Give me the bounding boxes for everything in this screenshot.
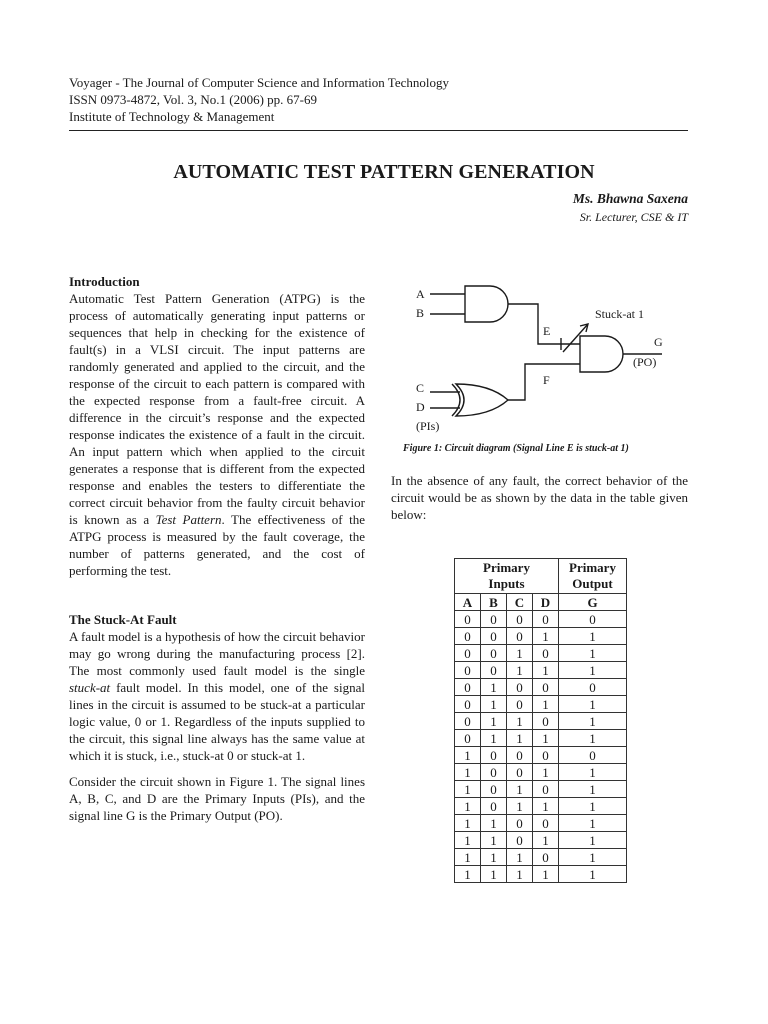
table-cell: 1 — [533, 832, 559, 849]
label-c: C — [416, 381, 425, 395]
label-b: B — [416, 306, 425, 320]
truth-table — [454, 558, 627, 883]
table-cell: 0 — [455, 730, 481, 747]
table-row — [455, 696, 627, 713]
table-cell: 1 — [455, 866, 481, 883]
table-cell: 0 — [507, 628, 533, 645]
col-header-c: C — [507, 594, 533, 611]
table-cell: 1 — [559, 645, 627, 662]
table-cell: 0 — [533, 679, 559, 696]
table-cell: 0 — [481, 764, 507, 781]
table-intro-text: In the absence of any fault, the correct behavior of the circuit would be as shown by the data in the table given below: — [391, 473, 688, 522]
group-header-output: Primary Output — [559, 559, 627, 594]
consider-paragraph: Consider the circuit shown in Figure 1. The signal lines A, B, C, and D are the Primary Inputs (PIs), and the signal line G is the Primary Output (PO). — [69, 774, 365, 823]
table-cell: 1 — [455, 798, 481, 815]
table-cell: 1 — [559, 730, 627, 747]
introduction-heading: Introduction — [69, 274, 140, 289]
table-cell: 0 — [455, 662, 481, 679]
table-row — [455, 764, 627, 781]
table-row — [455, 662, 627, 679]
table-row — [455, 781, 627, 798]
table-cell: 1 — [559, 781, 627, 798]
table-cell: 1 — [533, 764, 559, 781]
table-cell: 1 — [559, 832, 627, 849]
table-cell: 0 — [533, 815, 559, 832]
stuck-arrow-line — [563, 324, 588, 352]
table-cell: 1 — [455, 849, 481, 866]
table-row — [455, 866, 627, 883]
table-row — [455, 815, 627, 832]
table-cell: 1 — [481, 832, 507, 849]
table-row — [455, 611, 627, 628]
table-cell: 1 — [481, 815, 507, 832]
table-cell: 1 — [455, 747, 481, 764]
table-cell: 1 — [559, 764, 627, 781]
stuck-at-heading: The Stuck-At Fault — [69, 612, 177, 627]
stuck-at-section — [69, 611, 365, 824]
stuck-at-paragraph: A fault model is a hypothesis of how the circuit behavior may go wrong during the manufacturing process [2]. The most commonly used fault model is the single stuck-at fault model. In this model, one of the signal lines in the circuit is assumed to be stuck-at a particular logic value, 0 or 1. Regardless of the inputs supplied to the circuit, this signal line always has the same value at which it is stuck, i.e., stuck-at 0 or stuck-at 1. — [69, 629, 365, 763]
table-cell: 0 — [533, 781, 559, 798]
table-row — [455, 747, 627, 764]
table-cell: 0 — [559, 747, 627, 764]
table-cell: 0 — [533, 645, 559, 662]
table-cell: 0 — [481, 747, 507, 764]
table-cell: 1 — [455, 781, 481, 798]
table-cell: 1 — [455, 815, 481, 832]
table-cell: 1 — [481, 849, 507, 866]
label-d: D — [416, 400, 425, 414]
table-cell: 1 — [533, 696, 559, 713]
figure-caption: Figure 1: Circuit diagram (Signal Line E is stuck-at 1) — [403, 443, 629, 454]
label-pis: (PIs) — [416, 419, 440, 433]
author-affiliation: Sr. Lecturer, CSE & IT — [579, 210, 688, 224]
table-cell: 0 — [533, 747, 559, 764]
table-cell: 1 — [559, 815, 627, 832]
col-header-b: B — [481, 594, 507, 611]
table-cell: 0 — [481, 798, 507, 815]
table-cell: 1 — [559, 628, 627, 645]
group-header-inputs: Primary Inputs — [455, 559, 559, 594]
label-e: E — [543, 324, 551, 338]
label-stuck: Stuck-at 1 — [595, 307, 644, 321]
table-cell: 0 — [455, 679, 481, 696]
table-cell: 0 — [455, 611, 481, 628]
table-cell: 1 — [481, 696, 507, 713]
table-row — [455, 849, 627, 866]
table-cell: 1 — [533, 662, 559, 679]
label-f: F — [543, 373, 550, 387]
table-cell: 1 — [455, 764, 481, 781]
table-cell: 1 — [455, 832, 481, 849]
journal-name: Voyager - The Journal of Computer Science and Information Technology — [69, 75, 449, 90]
table-cell: 0 — [507, 832, 533, 849]
table-cell: 1 — [559, 798, 627, 815]
table-cell: 0 — [481, 662, 507, 679]
introduction-section — [69, 273, 365, 579]
or-gate-back — [452, 384, 460, 416]
col-header-d: D — [533, 594, 559, 611]
table-cell: 1 — [507, 849, 533, 866]
table-row — [455, 628, 627, 645]
table-cell: 1 — [559, 849, 627, 866]
table-cell: 0 — [507, 696, 533, 713]
table-cell: 0 — [559, 679, 627, 696]
table-cell: 0 — [481, 628, 507, 645]
table-cell: 1 — [507, 866, 533, 883]
table-cell: 0 — [455, 713, 481, 730]
circuit-diagram — [400, 280, 690, 440]
table-cell: 0 — [507, 815, 533, 832]
table-cell: 1 — [559, 696, 627, 713]
table-cell: 1 — [533, 798, 559, 815]
and-gate-1 — [465, 286, 508, 322]
table-cell: 1 — [533, 730, 559, 747]
table-row — [455, 730, 627, 747]
table-cell: 1 — [559, 662, 627, 679]
introduction-paragraph: Automatic Test Pattern Generation (ATPG) is the process of automatically generating input patterns or sequences that help in checking for the existence of fault(s) in a VLSI circuit. The input patterns are randomly generated and applied to the circuit, and the response of the circuit to each pattern is compared with the expected response from a fault-free circuit. A difference in the circuit’s response and the expected response indicates the existence of a fault in the circuit. An input pattern which when applied to the circuit generates a response that is different from the expected response and enables the testers to differentiate the correct circuit behavior from the faulty circuit behavior is known as a Test Pattern. The effectiveness of the ATPG process is measured by the fault coverage, the number of patterns generated, and the cost of performing the test. — [69, 291, 365, 578]
label-a: A — [416, 287, 425, 301]
table-cell: 1 — [507, 798, 533, 815]
issn-line: ISSN 0973-4872, Vol. 3, No.1 (2006) pp. 67-69 — [69, 92, 317, 107]
label-g: G — [654, 335, 663, 349]
table-cell: 0 — [533, 611, 559, 628]
table-row — [455, 645, 627, 662]
table-cell: 1 — [507, 662, 533, 679]
table-cell: 1 — [507, 730, 533, 747]
table-cell: 0 — [507, 679, 533, 696]
table-cell: 1 — [481, 679, 507, 696]
col-header-a: A — [455, 594, 481, 611]
table-cell: 0 — [481, 781, 507, 798]
table-cell: 1 — [533, 628, 559, 645]
table-row — [455, 832, 627, 849]
table-cell: 1 — [559, 866, 627, 883]
table-cell: 0 — [455, 696, 481, 713]
table-cell: 0 — [533, 849, 559, 866]
table-cell: 1 — [481, 730, 507, 747]
table-cell: 0 — [481, 611, 507, 628]
col-header-g: G — [559, 594, 627, 611]
table-cell: 0 — [507, 747, 533, 764]
author-name: Ms. Bhawna Saxena — [572, 191, 688, 206]
table-cell: 0 — [507, 764, 533, 781]
table-cell: 1 — [507, 645, 533, 662]
table-cell: 0 — [455, 645, 481, 662]
institute-line: Institute of Technology & Management — [69, 109, 275, 124]
table-row — [455, 679, 627, 696]
or-gate — [456, 384, 508, 416]
table-cell: 0 — [533, 713, 559, 730]
table-cell: 1 — [533, 866, 559, 883]
table-row — [455, 798, 627, 815]
table-row — [455, 713, 627, 730]
table-cell: 1 — [481, 713, 507, 730]
table-cell: 0 — [455, 628, 481, 645]
header-rule — [69, 130, 688, 131]
table-cell: 0 — [507, 611, 533, 628]
table-cell: 0 — [559, 611, 627, 628]
table-cell: 1 — [507, 781, 533, 798]
label-po: (PO) — [633, 355, 657, 369]
paper-title: AUTOMATIC TEST PATTERN GENERATION — [173, 161, 595, 183]
and-gate-2 — [580, 336, 623, 372]
table-cell: 1 — [559, 713, 627, 730]
table-cell: 1 — [507, 713, 533, 730]
table-cell: 0 — [481, 645, 507, 662]
table-cell: 1 — [481, 866, 507, 883]
